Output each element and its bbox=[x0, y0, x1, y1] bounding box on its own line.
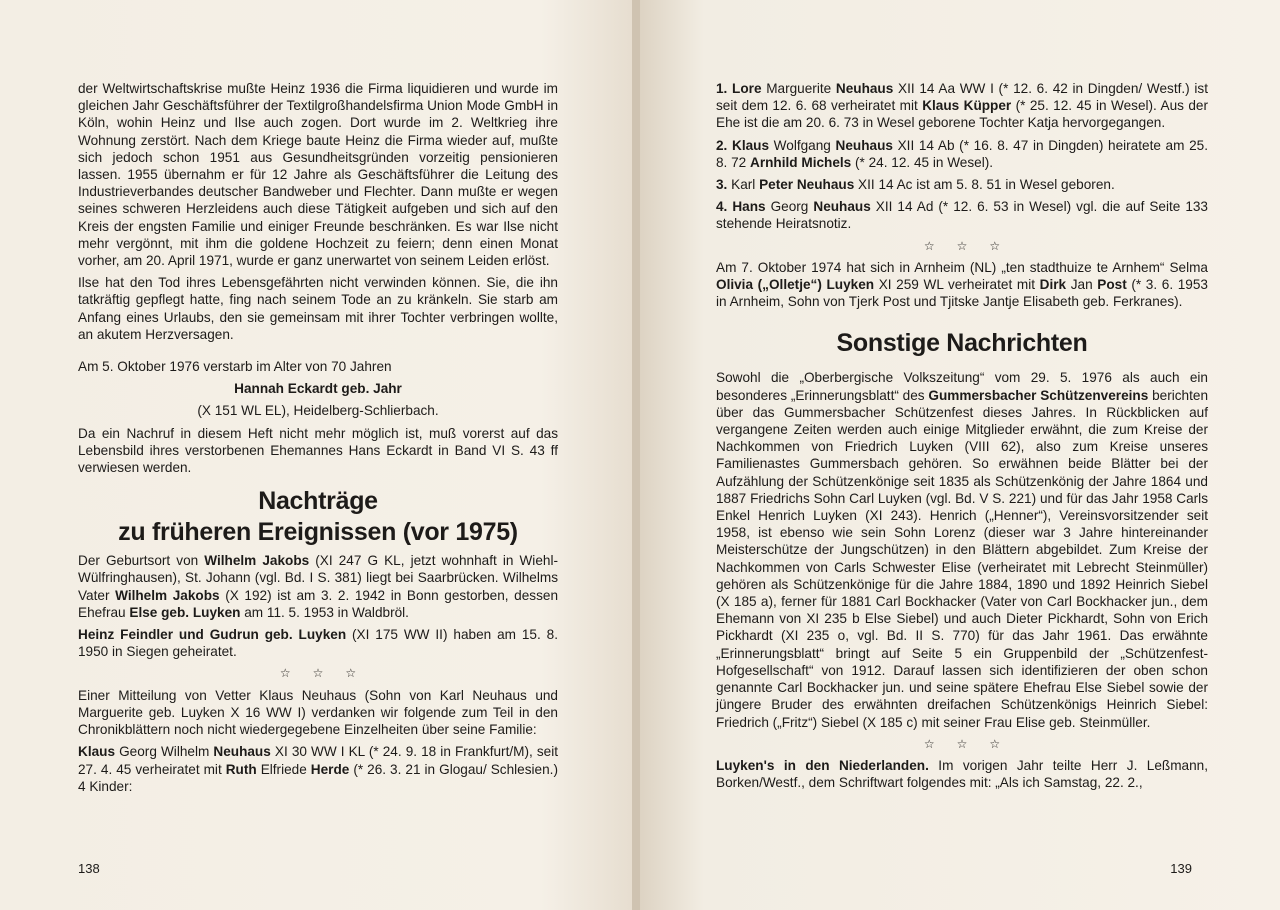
paragraph-klaus-neuhaus: Klaus Georg Wilhelm Neuhaus XI 30 WW I KL (* 24. 9. 18 in Frankfurt/M), seit 27. 4. 45 verheiratet mit Ruth Elfriede Herde (* 26. 3. 21 in Glogau/ Schlesien.) 4 Kinder: bbox=[78, 744, 558, 794]
section-heading-sonstige: Sonstige Nachrichten bbox=[836, 329, 1088, 358]
paragraph-arnheim: Am 7. Oktober 1974 hat sich in Arnheim (NL) „ten stadthuize te Arnhem“ Selma Olivia („Olletje“) Luyken XI 259 WL verheiratet mit Dirk Jan Post (* 3. 6. 1953 in Arnheim, Sohn von Tjerk Post und Tjitske Jantje Elisabeth geb. Ferkranes). bbox=[716, 259, 1208, 310]
paragraph-jakobs: Der Geburtsort von Wilhelm Jakobs (XI 247 G KL, jetzt wohnhaft in Wiehl-Wülfringhausen), St. Johann (vgl. Bd. I S. 381) liegt bei Saarbrücken. Wilhelms Vater Wilhelm Jakobs (X 192) ist am 3. 2. 1942 in Bonn gestorben, dessen Ehefrau Else geb. Luyken am 11. 5. 1953 in Waldbröl. bbox=[78, 553, 558, 620]
page-number-right: 139 bbox=[1170, 861, 1192, 876]
death-notice-name: Hannah Eckardt geb. Jahr bbox=[234, 381, 402, 397]
death-notice-line: Am 5. Oktober 1976 verstarb im Alter von 70 Jahren bbox=[78, 359, 392, 375]
list-item-lore: 1. Lore Marguerite Neuhaus XII 14 Aa WW I (* 12. 6. 42 in Dingden/ Westf.) ist seit dem 12. 6. 68 verheiratet mit Klaus Küpper (* 25. 12. 45 in Wesel). Aus der Ehe ist die am 20. 6. 73 in Wesel geborene Tochter Katja hervorgegangen. bbox=[716, 81, 1208, 131]
left-text-column bbox=[78, 80, 558, 800]
section-heading-nachtraege: Nachträge zu früheren Ereignissen (vor 1975) bbox=[118, 487, 518, 547]
paragraph-niederlande: Luyken's in den Niederlanden. Im vorigen Jahr teilte Herr J. Leßmann, Borken/Westf., dem Schriftwart folgendes mit: „Als ich Samstag, 22. 2., bbox=[716, 757, 1208, 791]
right-text-column bbox=[716, 80, 1208, 796]
star-separator: ☆☆☆ bbox=[923, 736, 1023, 751]
paragraph-feindler: Heinz Feindler und Gudrun geb. Luyken (XI 175 WW II) haben am 15. 8. 1950 in Siegen geheiratet. bbox=[78, 627, 558, 660]
paragraph-mitteilung: Einer Mitteilung von Vetter Klaus Neuhaus (Sohn von Karl Neuhaus und Marguerite geb. Luyken X 16 WW I) verdanken wir folgende zum Teil in den Chronikblättern noch nicht wiedergegebene Einzelheiten über seine Familie: bbox=[78, 687, 558, 738]
right-page bbox=[640, 0, 1280, 910]
list-item-peter: 3. Karl Peter Neuhaus XII 14 Ac ist am 5. 8. 51 in Wesel geboren. bbox=[716, 177, 1115, 193]
left-page bbox=[0, 0, 636, 910]
paragraph-schuetzenfest: Sowohl die „Oberbergische Volkszeitung“ vom 29. 5. 1976 als auch ein besonderes „Erinnerungsblatt“ des Gummersbacher Schützenvereins berichten über das Gummersbacher Schützenfest dieses Jahres. In Rückblicken auf vergangene Zeiten werden auch einige Mitglieder erwähnt, die zum Kreise der Nachkommen von Friedrich Luyken (VIII 62), also zum Kreise unseres Familienastes Gummersbach gehören. So erwähnen beide Blätter bei der Aufzählung der Schützenkönige seit 1835 als Schützenkönig der Jahre 1864 und 1887 Friedrichs Sohn Carl Luyken (vgl. Bd. V S. 221) und für das Jahr 1958 Carls Enkel Henrich Luyken (XI 243). Henrich („Henner“), Vereinsvorsitzender seit 1958, ist ebenso wie sein Sohn Lorenz (dieser war 3 Jahre hintereinander Meisterschütze der Jungschützen) in den Blättern abgebildet. Zum Kreise der Nachkommen von Carls Schwester Elise (verheiratet mit Lebrecht Steinmüller) gehören als Schützenkönige für die Jahre 1884, 1890 und 1892 Heinrich Siebel (X 185 a), ferner für 1881 Carl Bockhacker (Vater von Carl Bockhacker jun., dem Ehemann von XI 235 b Else Siebel) und auch Dieter Pickhardt, Sohn von Erich Pickhardt (XI 235 o, vgl. Bd. II S. 770) für das Jahr 1961. Das erwähnte „Erinnerungsblatt“ bringt auf Seite 5 ein Gruppenbild der „Schützenfest-Hofgesellschaft“ von 1912. Darauf lassen sich identifizieren der oben schon genannte Carl Bockhacker jun. und seine spätere Ehefrau Else Siebel sowie der jüngere Bruder des erwähnten dreifachen Schützenkönigs Heinrich Siebel: Friedrich („Fritz“) Siebel (X 185 c) mit seiner Frau Elise geb. Steinmüller. bbox=[716, 370, 1208, 730]
list-item-klaus: 2. Klaus Wolfgang Neuhaus XII 14 Ab (* 16. 8. 47 in Dingden) heiratete am 25. 8. 72 Arnhild Michels (* 24. 12. 45 in Wesel). bbox=[716, 137, 1208, 170]
paragraph-heinz-career: der Weltwirtschaftskrise mußte Heinz 1936 die Firma liquidieren und wurde im gleichen Jahr Geschäftsführer der Textilgroßhandelsfirma Union Mode GmbH in Köln, wohin Heinz und Ilse auch zogen. Dort wurde im 2. Weltkrieg ihre Wohnung zerstört. Nach dem Kriege baute Heinz die Firma wieder auf, mußte sich jedoch schon 1951 aus Gesundheitsgründen vorzeitig pensionieren lassen. 1955 übernahm er für 12 Jahre als Geschäftsführer die Leitung des Industrieverbandes deutscher Bandweber und Flechter. Dann mußte er wegen seines schweren Herzleidens auch diese Tätigkeit aufgeben und sich auf den Kreis der engsten Familie und einiger Freunde beschränken. Es war Ilse nicht mehr vergönnt, mit ihm die goldene Hochzeit zu feiern; denn einen Monat vorher, am 20. April 1971, wurde er ganz unerwartet von seinem Leiden erlöst. bbox=[78, 81, 558, 269]
star-separator: ☆☆☆ bbox=[279, 666, 379, 681]
page-number-left: 138 bbox=[78, 861, 100, 876]
paragraph-nachruf: Da ein Nachruf in diesem Heft nicht mehr möglich ist, muß vorerst auf das Lebensbild ihres verstorbenen Ehemannes Hans Eckardt in Band VI S. 43 ff verwiesen werden. bbox=[78, 425, 558, 476]
star-separator: ☆☆☆ bbox=[923, 238, 1023, 253]
list-item-hans: 4. Hans Georg Neuhaus XII 14 Ad (* 12. 6. 53 in Wesel) vgl. die auf Seite 133 stehende Heiratsnotiz. bbox=[716, 199, 1208, 232]
death-notice-place: (X 151 WL EL), Heidelberg-Schlierbach. bbox=[197, 403, 439, 419]
paragraph-ilse: Ilse hat den Tod ihres Lebensgefährten nicht verwinden können. Sie, die ihn tatkräftig gepflegt hatte, fing nach seinem Tode an zu kränkeln. Sie starb am Anfang eines Urlaubs, den sie gemeinsam mit ihrer Tochter verbringen wollte, an akutem Herzversagen. bbox=[78, 275, 558, 342]
